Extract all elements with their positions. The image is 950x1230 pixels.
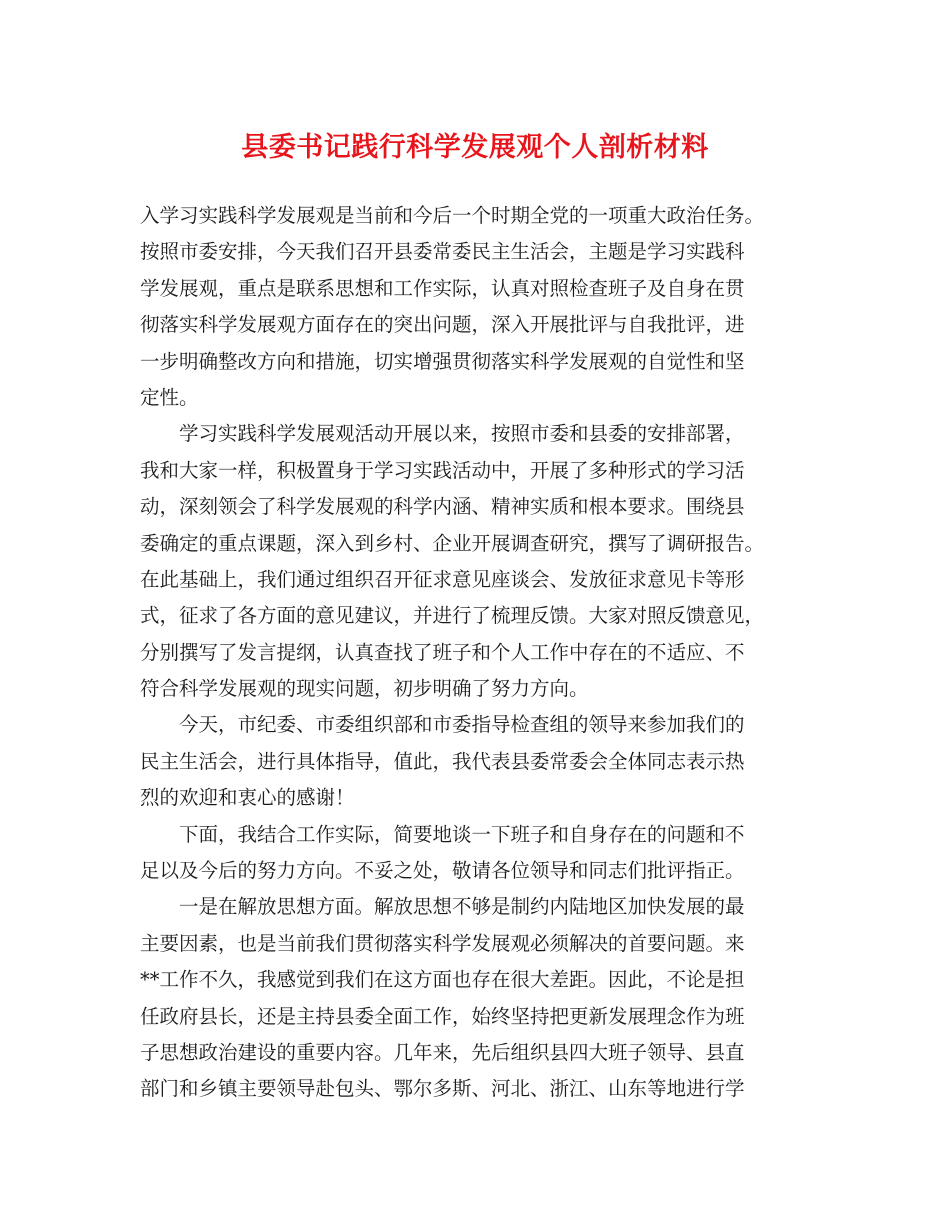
body-line: 足以及今后的努力方向。不妥之处，敬请各位领导和同志们批评指正。 xyxy=(140,859,745,883)
document-title: 县委书记践行科学发展观个人剖析材料 xyxy=(241,132,709,163)
body-line: 委确定的重点课题，深入到乡村、企业开展调查研究，撰写了调研报告。 xyxy=(140,531,765,555)
body-line: 符合科学发展观的现实问题，初步明确了努力方向。 xyxy=(140,677,589,701)
body-line: 部门和乡镇主要领导赴包头、鄂尔多斯、河北、浙江、山东等地进行学 xyxy=(140,1077,745,1101)
body-line: 主要因素，也是当前我们贯彻落实科学发展观必须解决的首要问题。来 xyxy=(140,931,745,955)
body-line: 彻落实科学发展观方面存在的突出问题，深入开展批评与自我批评，进 xyxy=(140,313,745,337)
body-line: 烈的欢迎和衷心的感谢！ xyxy=(140,786,355,810)
body-line: **工作不久，我感觉到我们在这方面也存在很大差距。因此，不论是担 xyxy=(140,968,745,992)
body-line: 今天，市纪委、市委组织部和市委指导检查组的领导来参加我们的 xyxy=(140,713,745,737)
body-line: 动，深刻领会了科学发展观的科学内涵、精神实质和根本要求。围绕县 xyxy=(140,495,745,519)
body-line: 一步明确整改方向和措施，切实增强贯彻落实科学发展观的自觉性和坚 xyxy=(140,349,745,373)
body-line: 下面，我结合工作实际，简要地谈一下班子和自身存在的问题和不 xyxy=(140,822,745,846)
body-line: 任政府县长，还是主持县委全面工作，始终坚持把更新发展理念作为班 xyxy=(140,1004,745,1028)
body-line: 分别撰写了发言提纲，认真查找了班子和个人工作中存在的不适应、不 xyxy=(140,640,745,664)
body-line: 民主生活会，进行具体指导，值此，我代表县委常委会全体同志表示热 xyxy=(140,749,745,773)
body-line: 子思想政治建设的重要内容。几年来，先后组织县四大班子领导、县直 xyxy=(140,1040,745,1064)
body-line: 按照市委安排，今天我们召开县委常委民主生活会，主题是学习实践科 xyxy=(140,240,745,264)
body-line: 在此基础上，我们通过组织召开征求意见座谈会、发放征求意见卡等形 xyxy=(140,567,745,591)
body-line: 我和大家一样，积极置身于学习实践活动中，开展了多种形式的学习活 xyxy=(140,458,745,482)
body-line: 定性。 xyxy=(140,385,199,409)
document-body xyxy=(140,198,830,1108)
body-line: 一是在解放思想方面。解放思想不够是制约内陆地区加快发展的最 xyxy=(140,895,745,919)
body-line: 学发展观，重点是联系思想和工作实际，认真对照检查班子及自身在贯 xyxy=(140,276,745,300)
body-line: 入学习实践科学发展观是当前和今后一个时期全党的一项重大政治任务。 xyxy=(140,204,765,227)
body-line: 学习实践科学发展观活动开展以来，按照市委和县委的安排部署， xyxy=(140,422,745,446)
body-line: 式，征求了各方面的意见建议，并进行了梳理反馈。大家对照反馈意见， xyxy=(140,604,765,628)
